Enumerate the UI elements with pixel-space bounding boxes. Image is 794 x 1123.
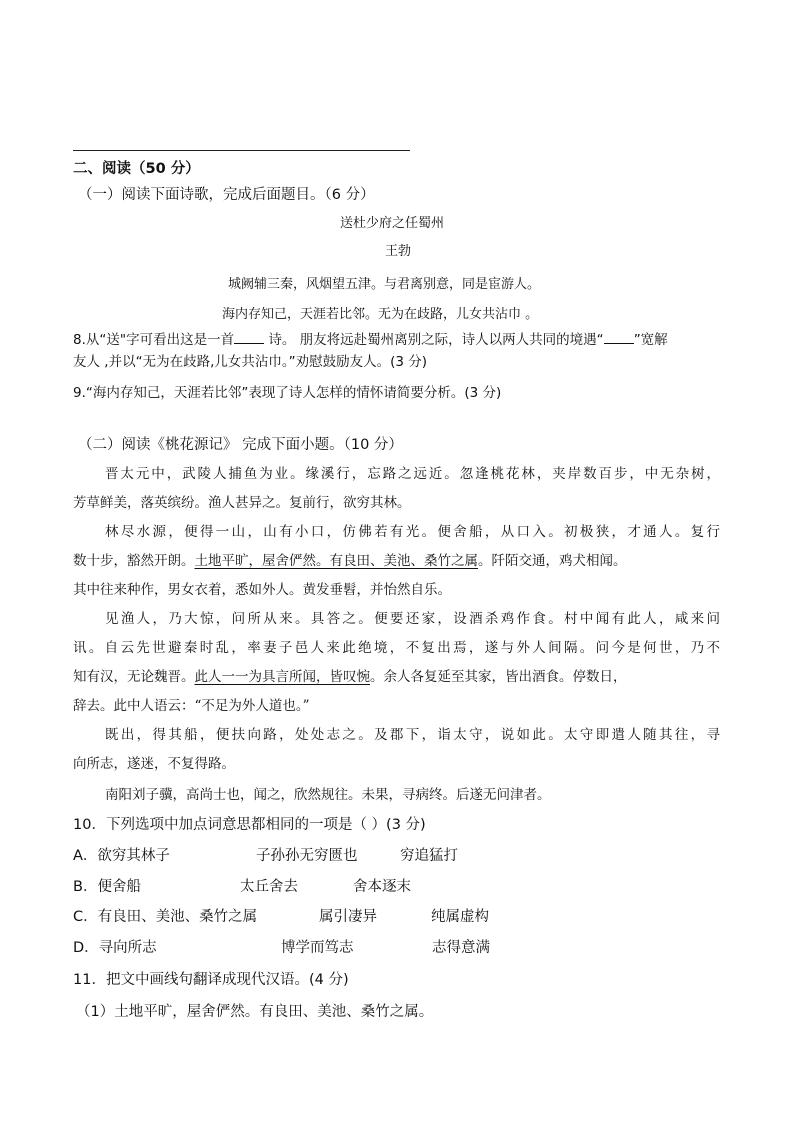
underlined-sentence-1: 土地平旷，屋舍俨然。有良田、美池、桑竹之属 [194,553,478,569]
passage-p1-line-2: 芳草鲜美，落英缤纷。渔人甚异之。复前行，欲穷其林。 [73,495,411,511]
poem-line-2: 海内存知己，天涯若比邻。无为在歧路，儿女共沾巾 。 [222,307,539,322]
option-c-b: 属引凄异 [319,909,377,925]
passage-p4-line-1: 既出，得其船，便扶向路，处处志之。及郡下，诣太守，说如此。太守即遣人随其往，寻 [105,727,720,743]
passage-p3-line-4: 辞去。此中人语云：“不足为外人道也。” [73,698,310,714]
option-b-label: B．便舍船 [73,879,141,895]
poem-title: 送杜少府之任蜀州 [340,216,445,231]
underlined-sentence-2: 此人一一为具言所闻，皆叹惋 [194,669,370,685]
part1-intro: （一）阅读下面诗歌，完成后面题目。（6 分） [78,187,375,203]
passage-p2-line-2 [73,549,627,569]
option-d-label: D．寻向所志 [73,940,157,956]
poem-line-1: 城阙辅三秦，风烟望五津。与君离别意，同是宦游人。 [228,277,541,292]
option-b-b: 太丘舍去 [240,879,298,895]
p2-text-b: 。阡陌交通，鸡犬相闻。 [478,553,627,569]
question-11-sub-1: （1）土地平旷，屋舍俨然。有良田、美池、桑竹之属。 [76,1004,434,1020]
section-title: 二、阅读（50 分） [73,161,200,177]
poem-author: 王勃 [385,244,412,259]
option-c-c: 纯属虚构 [431,909,489,925]
option-c-label: C．有良田、美池、桑竹之属 [73,909,258,925]
p3-text-a: 知有汉，无论魏晋。 [73,669,195,685]
passage-p2-line-3: 其中往来种作，男女衣着，悉如外人。黄发垂髫，并怡然自乐。 [73,582,451,598]
option-d-c: 志得意满 [432,940,490,956]
top-divider [73,150,410,151]
passage-p3-line-2: 讯。自云先世避秦时乱，率妻子邑人来此绝境，不复出焉，遂与外人间隔。问今是何世，乃不 [73,640,720,656]
passage-p3-line-1: 见渔人，乃大惊，问所从来。具答之。便要还家，设酒杀鸡作食。村中闻有此人，咸来问 [105,611,720,627]
passage-p5-line-1: 南阳刘子骥，高尚士也，闻之，欣然规往。未果，寻病终。后遂无问津者。 [105,787,551,803]
q8-text-a: 8.从“送"字可看出这是一首 [73,332,235,348]
q8-text-c: ”宽解 [633,332,668,348]
option-a-b: 子孙孙无穷匮也 [256,848,358,864]
question-10-stem: 10．下列选项中加点词意思都相同的一项是（ ）(3 分) [73,817,426,833]
q8-blank-2[interactable] [604,331,634,344]
option-a-label: A．欲穷其林子 [73,848,170,864]
passage-p3-line-3 [73,665,627,685]
question-8-line-2: 友人 ,并以“无为在歧路,儿女共沾巾。”劝慰鼓励友人。(3 分) [73,354,428,370]
option-a-c: 穷追猛打 [400,848,458,864]
question-11-stem: 11．把文中画线句翻译成现代汉语。(4 分) [73,972,349,988]
question-9: 9.“海内存知己，天涯若比邻”表现了诗人怎样的情怀请简要分析。(3 分) [73,385,502,401]
p3-text-b: 。余人各复延至其家，皆出酒食。停数日， [370,669,627,685]
q8-blank-1[interactable] [234,331,264,344]
q8-text-b: 诗。 朋友将远赴蜀州离别之际，诗人以两人共同的境遇“ [268,332,604,348]
option-d-b: 博学而笃志 [281,940,354,956]
p2-text-a: 数十步，豁然开朗。 [73,553,195,569]
passage-p4-line-2: 向所志，遂迷，不复得路。 [73,756,235,772]
question-8-line-1 [73,328,668,348]
option-b-c: 舍本逐末 [353,879,411,895]
part2-intro: （二）阅读《桃花源记》 完成下面小题。（10 分） [78,437,403,453]
passage-p1-line-1: 晋太元中，武陵人捕鱼为业。缘溪行，忘路之远近。忽逢桃花林，夹岸数百步，中无杂树， [105,466,720,482]
passage-p2-line-1: 林尽水源，便得一山，山有小口，仿佛若有光。便舍船，从口入。初极狭，才通人。复行 [105,524,720,540]
